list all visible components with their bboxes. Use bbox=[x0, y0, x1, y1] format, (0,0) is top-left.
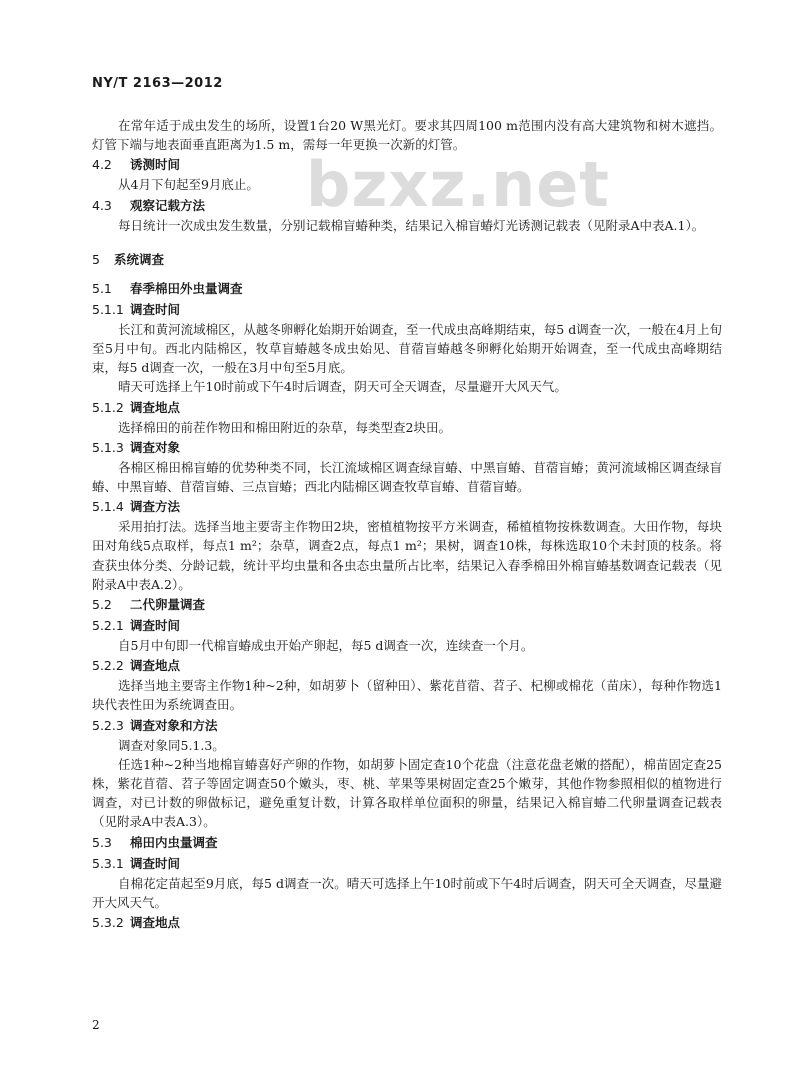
section-heading-5-1-3 bbox=[92, 437, 722, 458]
section-title: 系统调查 bbox=[114, 251, 165, 267]
section-title: 棉田内虫量调查 bbox=[130, 834, 218, 850]
paragraph: 各棉区棉田棉盲蝽的优势种类不同，长江流域棉区调查绿盲蝽、中黑盲蝽、苜蓿盲蝽；黄河流域棉区调查绿盲蝽、中黑盲蝽、苜蓿盲蝽、三点盲蝽；西北内陆棉区调查牧草盲蝽、苜蓿盲蝽。 bbox=[92, 459, 722, 495]
section-number: 5.1 bbox=[92, 280, 112, 296]
section-number: 5.1.4 bbox=[92, 499, 124, 515]
section-title: 观察记载方法 bbox=[130, 197, 206, 213]
section-heading-5-3 bbox=[92, 832, 722, 853]
section-number: 5 bbox=[92, 251, 100, 267]
section-number: 4.3 bbox=[92, 197, 112, 213]
section-number: 5.1.1 bbox=[92, 301, 124, 317]
section-title: 调查对象和方法 bbox=[130, 717, 218, 733]
section-number: 5.3.2 bbox=[92, 915, 124, 931]
section-heading-5-1-1 bbox=[92, 299, 722, 320]
section-title: 调查地点 bbox=[130, 399, 181, 415]
section-title: 调查时间 bbox=[130, 855, 181, 871]
section-title: 调查地点 bbox=[130, 658, 181, 674]
section-title: 春季棉田外虫量调查 bbox=[130, 280, 243, 296]
paragraph: 从4月下旬起至9月底止。 bbox=[118, 177, 259, 193]
section-heading-4-2 bbox=[92, 154, 722, 175]
section-title: 调查时间 bbox=[130, 618, 181, 634]
section-heading-5-3-1 bbox=[92, 853, 722, 874]
section-number: 5.2.1 bbox=[92, 618, 124, 634]
section-title: 调查时间 bbox=[130, 301, 181, 317]
section-heading-5-1-2 bbox=[92, 397, 722, 418]
section-number: 5.2.3 bbox=[92, 717, 124, 733]
section-heading-5-2 bbox=[92, 594, 722, 615]
section-number: 5.2.2 bbox=[92, 658, 124, 674]
section-heading-5-1-4 bbox=[92, 496, 722, 517]
watermark: bzxz.net bbox=[306, 148, 610, 221]
section-title: 调查对象 bbox=[130, 439, 181, 455]
section-heading-5-3-2 bbox=[92, 912, 722, 933]
paragraph: 自5月中旬即一代棉盲蝽成虫开始产卵起，每5 d调查一次，连续查一个月。 bbox=[118, 638, 534, 654]
section-number: 5.3.1 bbox=[92, 855, 124, 871]
section-title: 诱测时间 bbox=[130, 157, 181, 173]
document-code: NY/T 2163—2012 bbox=[92, 76, 223, 91]
section-title: 调查方法 bbox=[130, 499, 181, 515]
section-number: 5.2 bbox=[92, 597, 112, 613]
section-heading-5-1 bbox=[92, 278, 722, 299]
section-title: 调查地点 bbox=[130, 915, 181, 931]
paragraph: 采用拍打法。选择当地主要寄主作物田2块，密植植物按平方米调查，稀植植物按株数调查。大田作物，每块田对角线5点取样，每点1 m²；杂草，调查2点，每点1 m²；果树，调查10株，每株选取10个未封顶的枝条。将查获虫体分类、分龄记载，统计平均虫量和各虫态虫量所占比率，结果记入春季棉田外棉盲蝽基数调查记载表（见附录A中表A.2）。 bbox=[92, 519, 722, 592]
page-number: 2 bbox=[92, 1018, 100, 1032]
document-body bbox=[92, 116, 722, 933]
chapter-heading-5 bbox=[92, 249, 722, 270]
paragraph: 长江和黄河流域棉区，从越冬卵孵化始期开始调查，至一代成虫高峰期结束，每5 d调查一次，一般在4月上旬至5月中旬。西北内陆棉区，牧草盲蝽越冬成虫始见、苜蓿盲蝽越冬卵孵化始期开始调查，至一代成虫高峰期结束，每5 d调查一次，一般在3月中旬至5月底。 bbox=[92, 321, 722, 376]
section-number: 5.3 bbox=[92, 834, 112, 850]
paragraph: 选择当地主要寄主作物1种~2种，如胡萝卜（留种田）、紫花苜蓿、苕子、杞柳或棉花（苗床），每种作物选1块代表性田为系统调查田。 bbox=[92, 678, 722, 713]
section-heading-5-2-1 bbox=[92, 615, 722, 636]
section-heading-5-2-3 bbox=[92, 715, 722, 736]
section-number: 5.1.2 bbox=[92, 399, 124, 415]
section-number: 4.2 bbox=[92, 157, 112, 173]
paragraph: 自棉花定苗起至9月底，每5 d调查一次。晴天可选择上午10时前或下午4时后调查，阴天可全天调查，尽量避开大风天气。 bbox=[92, 875, 722, 910]
paragraph: 调查对象同5.1.3。 bbox=[118, 737, 225, 753]
paragraph: 在常年适于成虫发生的场所，设置1台20 W黑光灯。要求其四周100 m范围内没有高大建筑物和树木遮挡。灯管下端与地表面垂直距离为1.5 m，需每一年更换一次新的灯管。 bbox=[92, 118, 722, 153]
section-heading-4-3 bbox=[92, 195, 722, 216]
section-title: 二代卵量调查 bbox=[130, 597, 206, 613]
paragraph: 选择棉田的前茬作物田和棉田附近的杂草，每类型查2块田。 bbox=[118, 419, 451, 435]
paragraph: 晴天可选择上午10时前或下午4时后调查，阴天可全天调查，尽量避开大风天气。 bbox=[118, 379, 567, 395]
section-heading-5-2-2 bbox=[92, 655, 722, 676]
paragraph: 任选1种~2种当地棉盲蝽喜好产卵的作物，如胡萝卜固定查10个花盘（注意花盘老嫩的搭配），棉苗固定查25株，紫花苜蓿、苕子等固定调查50个嫩头，枣、桃、苹果等果树固定查25个嫩芽，其他作物参照相似的植物进行调查，对已计数的卵做标记，避免重复计数，计算各取样单位面积的卵量，结果记入棉盲蝽二代卵量调查记载表（见附录A中表A.3）。 bbox=[92, 756, 722, 830]
section-number: 5.1.3 bbox=[92, 439, 124, 455]
paragraph: 每日统计一次成虫发生数量，分别记载棉盲蝽种类，结果记入棉盲蝽灯光诱测记载表（见附录A中表A.1）。 bbox=[118, 217, 705, 233]
